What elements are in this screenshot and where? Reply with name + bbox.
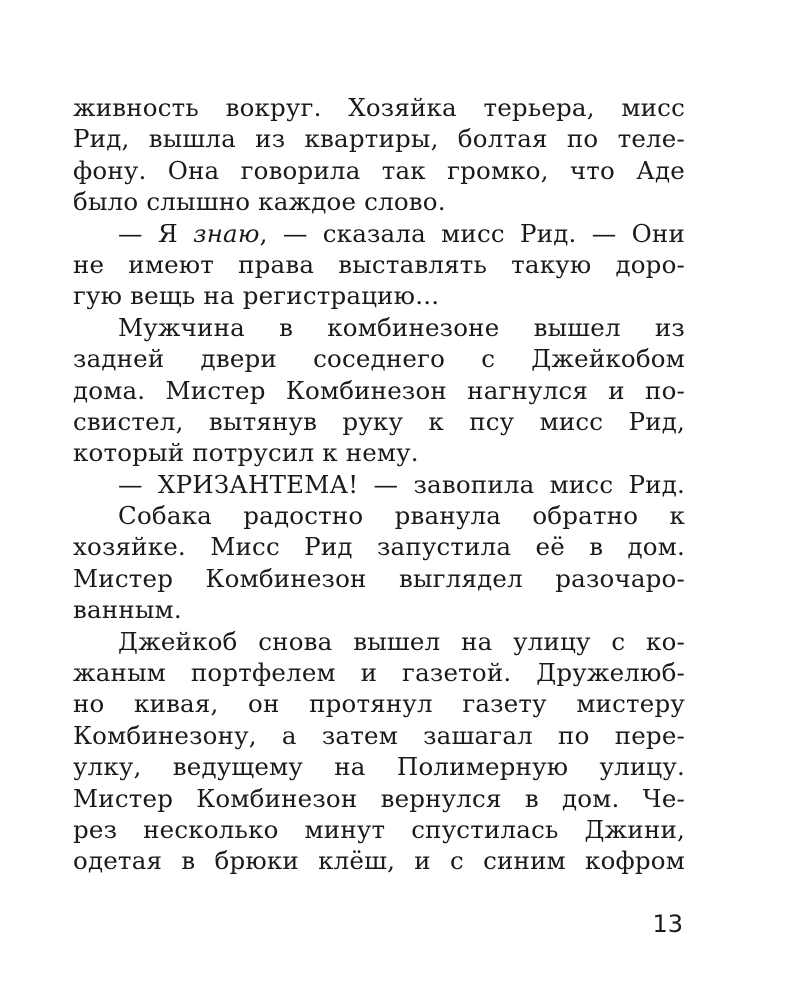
text-line: Мистер Комбинезон вернулся в дом. Че- [73, 783, 685, 813]
text-line: Комбинезону, а затем зашагал по пере- [73, 720, 685, 750]
text-line: хозяйке. Мисс Рид запустила её в дом. [73, 532, 685, 562]
text-line: фону. Она говорила так громко, что Аде [73, 155, 685, 185]
text-line: рез несколько минут спустилась Джини, [73, 814, 685, 844]
text-line: Собака радостно рванула обратно к [118, 501, 685, 531]
text-line: Мистер Комбинезон выглядел разочаро- [73, 563, 685, 593]
text-line: — Я знаю, — сказала мисс Рид. — Они [118, 218, 685, 248]
text-line: одетая в брюки клёш, и с синим кофром [73, 846, 685, 876]
text-line: свистел, вытянув руку к псу мисс Рид, [73, 406, 685, 436]
text-line: но кивая, он протянул газету мистеру [73, 689, 685, 719]
body-text [73, 92, 685, 877]
page-number: 13 [652, 910, 683, 938]
emphasis: знаю [193, 218, 260, 248]
text-line: который потрусил к нему. [73, 438, 419, 468]
text-line: — ХРИЗАНТЕМА! — завопила мисс Рид. [118, 469, 685, 499]
text-line: живность вокруг. Хозяйка терьера, мисс [73, 93, 685, 122]
text-line: Мужчина в комбинезоне вышел из [118, 312, 685, 342]
text-line: задней двери соседнего с Джейкобом [73, 344, 685, 374]
text-line: дома. Мистер Комбинезон нагнулся и по- [73, 375, 685, 405]
text-line: было слышно каждое слово. [73, 187, 446, 217]
text-line: не имеют права выставлять такую доро- [73, 249, 685, 279]
text-line: Рид, вышла из квартиры, болтая по теле- [73, 124, 685, 154]
text-line: улку, ведущему на Полимерную улицу. [73, 752, 685, 782]
text-line: жаным портфелем и газетой. Дружелюб- [73, 658, 685, 688]
text-line: Джейкоб снова вышел на улицу с ко- [118, 626, 685, 656]
text-line: гую вещь на регистрацию... [73, 281, 440, 311]
text-line: ванным. [73, 595, 182, 625]
